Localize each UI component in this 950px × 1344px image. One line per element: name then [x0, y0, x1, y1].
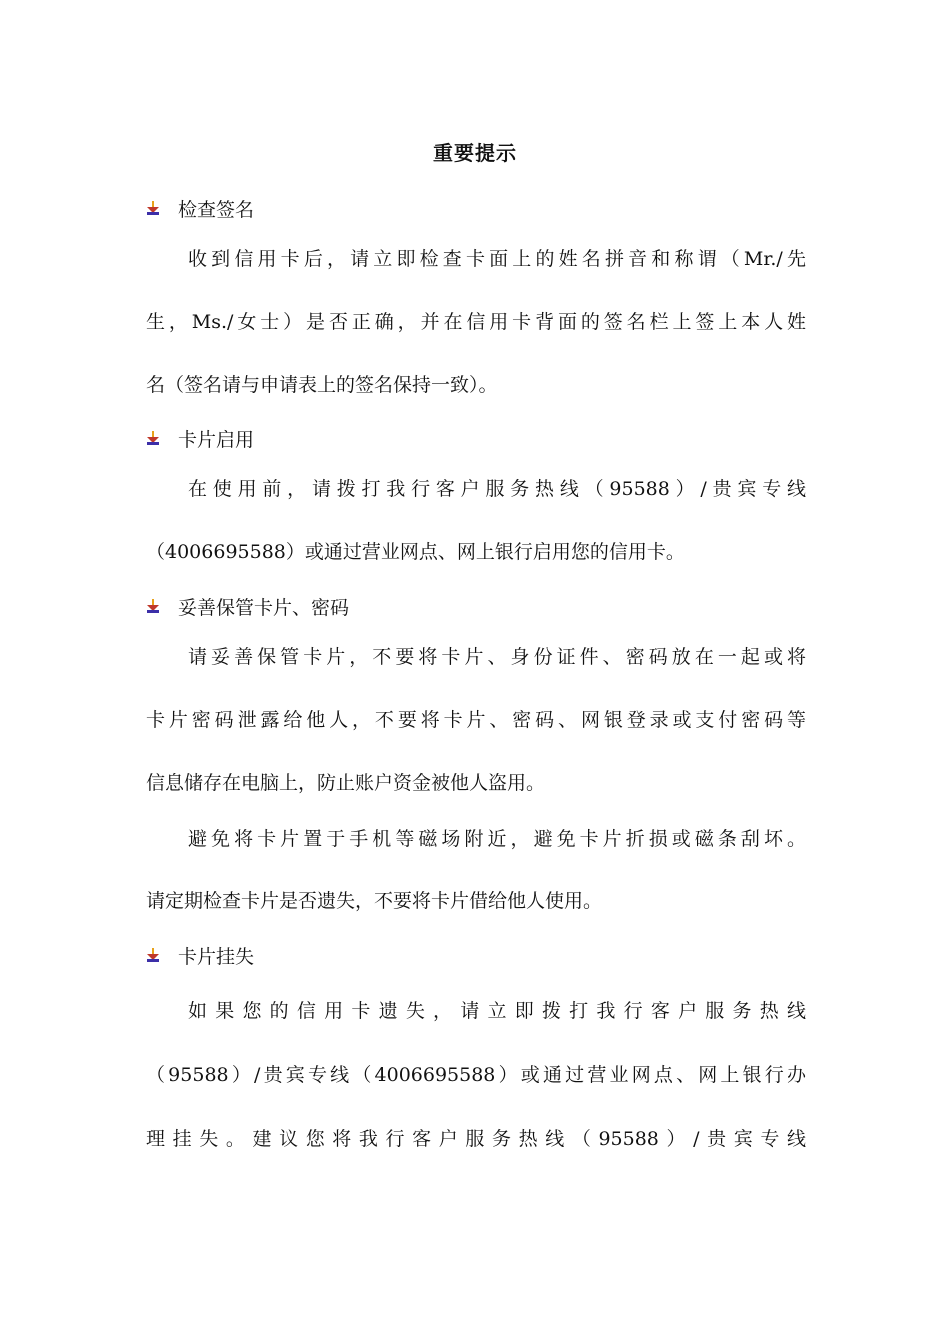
paragraph-line: 理挂失。建议您将我行客户服务热线（95588）/贵宾专线 — [146, 1128, 806, 1150]
section-heading-text: 卡片启用 — [178, 428, 255, 451]
bullet-icon — [146, 599, 160, 613]
section-heading — [146, 942, 254, 968]
paragraph-line: 卡片密码泄露给他人，不要将卡片、密码、网银登录或支付密码等 — [146, 709, 806, 731]
section-heading — [146, 593, 349, 619]
section-heading-text: 检查签名 — [178, 198, 255, 221]
section-heading — [146, 195, 254, 221]
paragraph-line: 避免将卡片置于手机等磁场附近，避免卡片折损或磁条刮坏。 — [188, 828, 806, 850]
section-heading-text: 妥善保管卡片、密码 — [178, 596, 350, 619]
paragraph-line: 信息储存在电脑上，防止账户资金被他人盗用。 — [146, 772, 546, 794]
bullet-icon — [146, 948, 160, 962]
page-title: 重要提示 — [433, 141, 517, 165]
paragraph-line: 如果您的信用卡遗失，请立即拨打我行客户服务热线 — [188, 1000, 806, 1022]
paragraph-line: （4006695588）或通过营业网点、网上银行启用您的信用卡。 — [146, 541, 685, 563]
bullet-icon — [146, 431, 160, 445]
paragraph-line: （95588）/贵宾专线（4006695588）或通过营业网点、网上银行办 — [146, 1064, 806, 1086]
paragraph-line: 请妥善保管卡片，不要将卡片、身份证件、密码放在一起或将 — [188, 646, 806, 668]
paragraph-line: 名（签名请与申请表上的签名保持一致）。 — [146, 374, 498, 396]
paragraph-line: 在使用前，请拨打我行客户服务热线（95588）/贵宾专线 — [188, 478, 806, 500]
paragraph-line: 请定期检查卡片是否遗失，不要将卡片借给他人使用。 — [146, 890, 603, 912]
section-heading-text: 卡片挂失 — [178, 945, 255, 968]
paragraph-line: 生，Ms./女士）是否正确，并在信用卡背面的签名栏上签上本人姓 — [146, 311, 806, 333]
paragraph-line: 收到信用卡后，请立即检查卡面上的姓名拼音和称谓（Mr./先 — [188, 248, 806, 270]
section-heading — [146, 425, 254, 451]
bullet-icon — [146, 201, 160, 215]
